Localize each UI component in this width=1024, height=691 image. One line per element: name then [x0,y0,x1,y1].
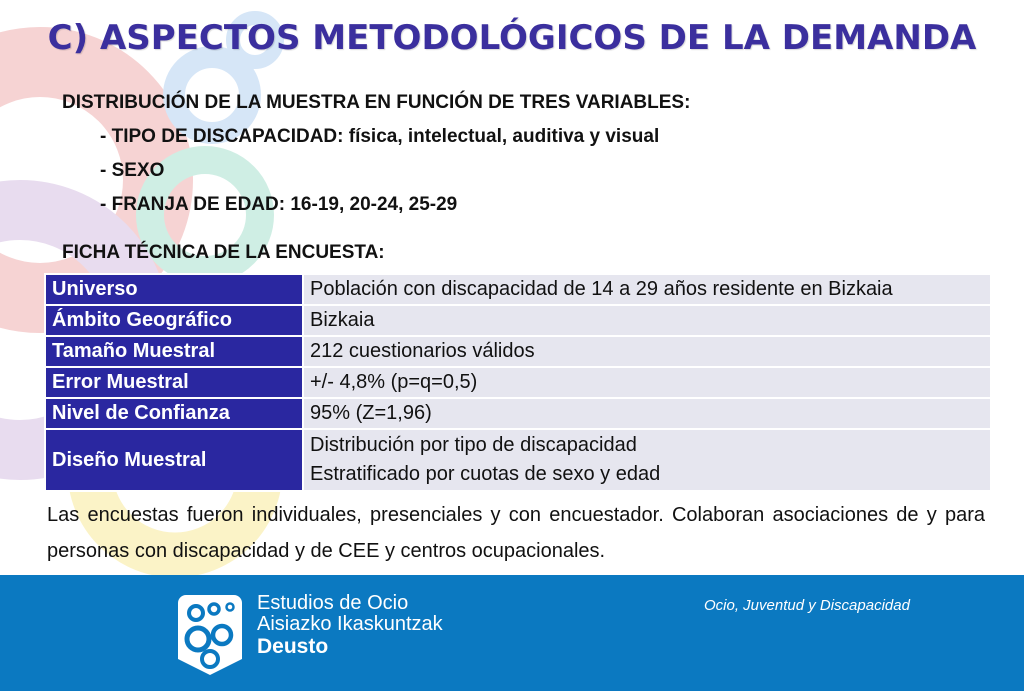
footer-tagline: Ocio, Juventud y Discapacidad [704,597,910,614]
row-key: Ámbito Geográfico [45,305,303,336]
table-row [45,274,991,305]
row-key: Nivel de Confianza [45,398,303,429]
ficha-tecnica-table [44,273,992,492]
table-row [45,336,991,367]
row-value: 212 cuestionarios válidos [303,336,991,367]
table-row [45,305,991,336]
table-row [45,429,991,491]
row-value: +/- 4,8% (p=q=0,5) [303,367,991,398]
logo-line-2: Aisiazko Ikaskuntzak [257,613,443,635]
row-value-line: Distribución por tipo de discapacidad [310,434,637,456]
row-key: Universo [45,274,303,305]
distribution-item: - FRANJA DE EDAD: 16-19, 20-24, 25-29 [100,194,458,215]
survey-note: Las encuestas fueron individuales, presenciales y con encuestador. Colaboran asociaciones de y para personas con discapacidad y de CEE y centros ocupacionales. [47,504,985,562]
distribution-item: - TIPO DE DISCAPACIDAD: física, intelectual, auditiva y visual [100,126,660,147]
page-title: C) ASPECTOS METODOLÓGICOS DE LA DEMANDA [47,18,977,58]
row-value: 95% (Z=1,96) [303,398,991,429]
table-row [45,367,991,398]
row-key: Error Muestral [45,367,303,398]
logo-line-1: Estudios de Ocio [257,592,409,614]
row-key: Diseño Muestral [45,429,303,491]
ficha-heading: FICHA TÉCNICA DE LA ENCUESTA: [62,242,385,263]
distribution-heading: DISTRIBUCIÓN DE LA MUESTRA EN FUNCIÓN DE TRES VARIABLES: [62,92,691,113]
row-key: Tamaño Muestral [45,336,303,367]
deusto-ocio-logo-icon [178,595,242,675]
footer-bar [0,575,1024,691]
row-value: Bizkaia [303,305,991,336]
row-value-line: Estratificado por cuotas de sexo y edad [310,463,661,485]
table-row [45,398,991,429]
sample-distribution [62,86,690,222]
row-value: Población con discapacidad de 14 a 29 años residente en Bizkaia [303,274,991,305]
distribution-item: - SEXO [100,160,165,181]
row-value [303,429,991,491]
logo-text [257,593,443,659]
logo-line-3: Deusto [257,635,329,658]
